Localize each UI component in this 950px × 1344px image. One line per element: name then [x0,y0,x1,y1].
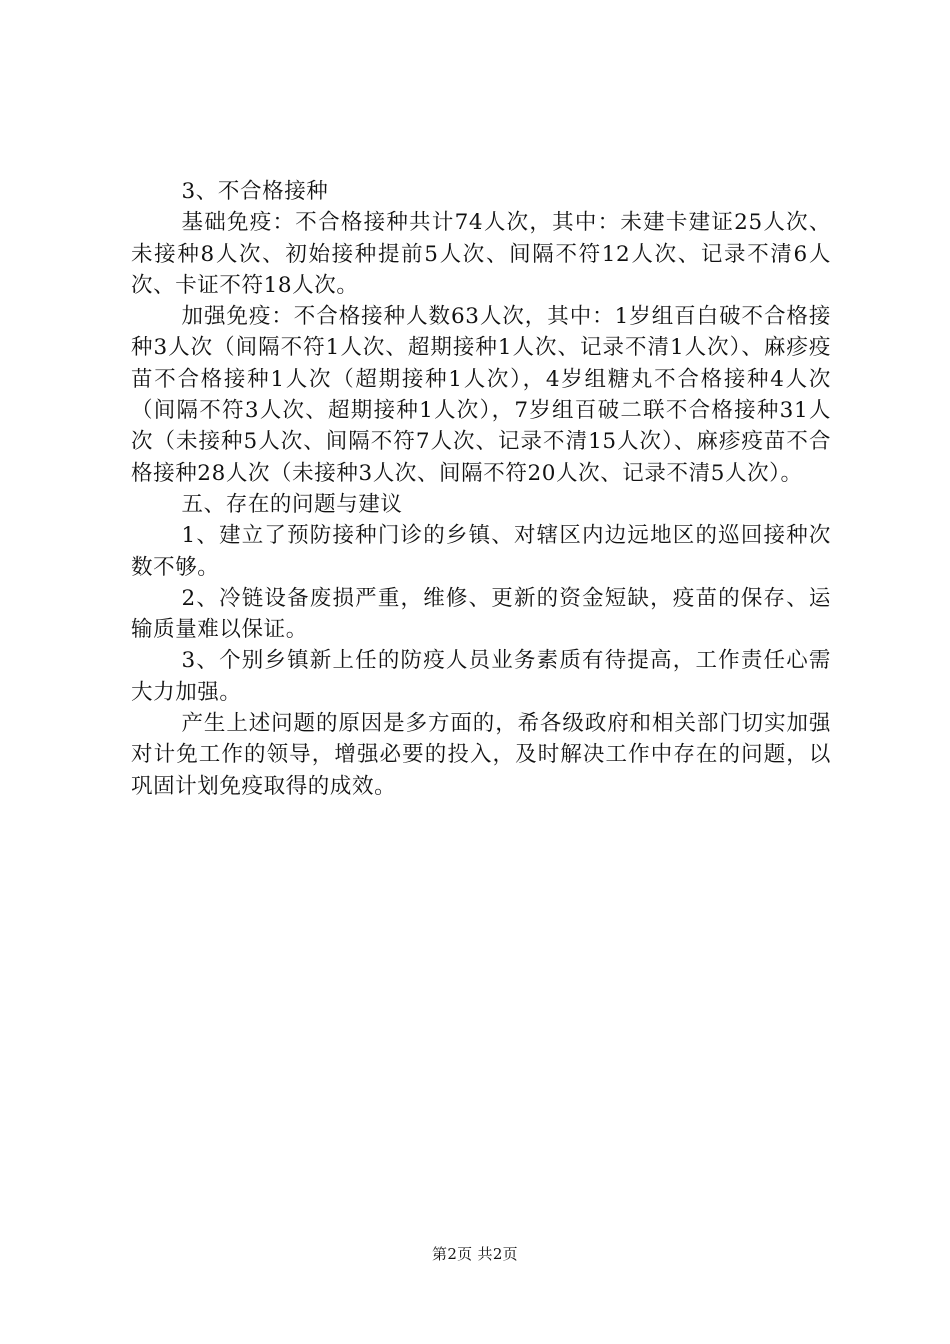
paragraph-conclusion: 产生上述问题的原因是多方面的，希各级政府和相关部门切实加强对计免工作的领导，增强必要的投入，及时解决工作中存在的问题，以巩固计划免疫取得的成效。 [131,711,831,799]
paragraph-problem-3: 3、个别乡镇新上任的防疫人员业务素质有待提高，工作责任心需大力加强。 [131,648,831,705]
paragraph-booster-immunization: 加强免疫：不合格接种人数63人次，其中：1岁组百白破不合格接种3人次（间隔不符1人次、超期接种1人次、记录不清1人次）、麻疹疫苗不合格接种1人次（超期接种1人次），4岁组糖丸不合格接种4人次（间隔不符3人次、超期接种1人次），7岁组百破二联不合格接种31人次（未接种5人次、间隔不符7人次、记录不清15人次）、麻疹疫苗不合格接种28人次（未接种3人次、间隔不符20人次、记录不清5人次）。 [131,304,831,486]
section-heading-unqualified-vaccination: 3、不合格接种 [181,179,329,204]
paragraph-problem-2: 2、冷链设备废损严重，维修、更新的资金短缺，疫苗的保存、运输质量难以保证。 [131,585,831,643]
page-footer: 第2页 共2页 [432,1245,518,1263]
section-heading-problems-suggestions: 五、存在的问题与建议 [181,491,403,517]
paragraph-basic-immunization: 基础免疫：不合格接种共计74人次，其中：未建卡建证25人次、未接种8人次、初始接种提前5人次、间隔不符12人次、记录不清6人次、卡证不符18人次。 [131,210,831,298]
document-body [131,176,831,802]
paragraph-problem-1: 1、建立了预防接种门诊的乡镇、对辖区内边远地区的巡回接种次数不够。 [131,523,831,580]
